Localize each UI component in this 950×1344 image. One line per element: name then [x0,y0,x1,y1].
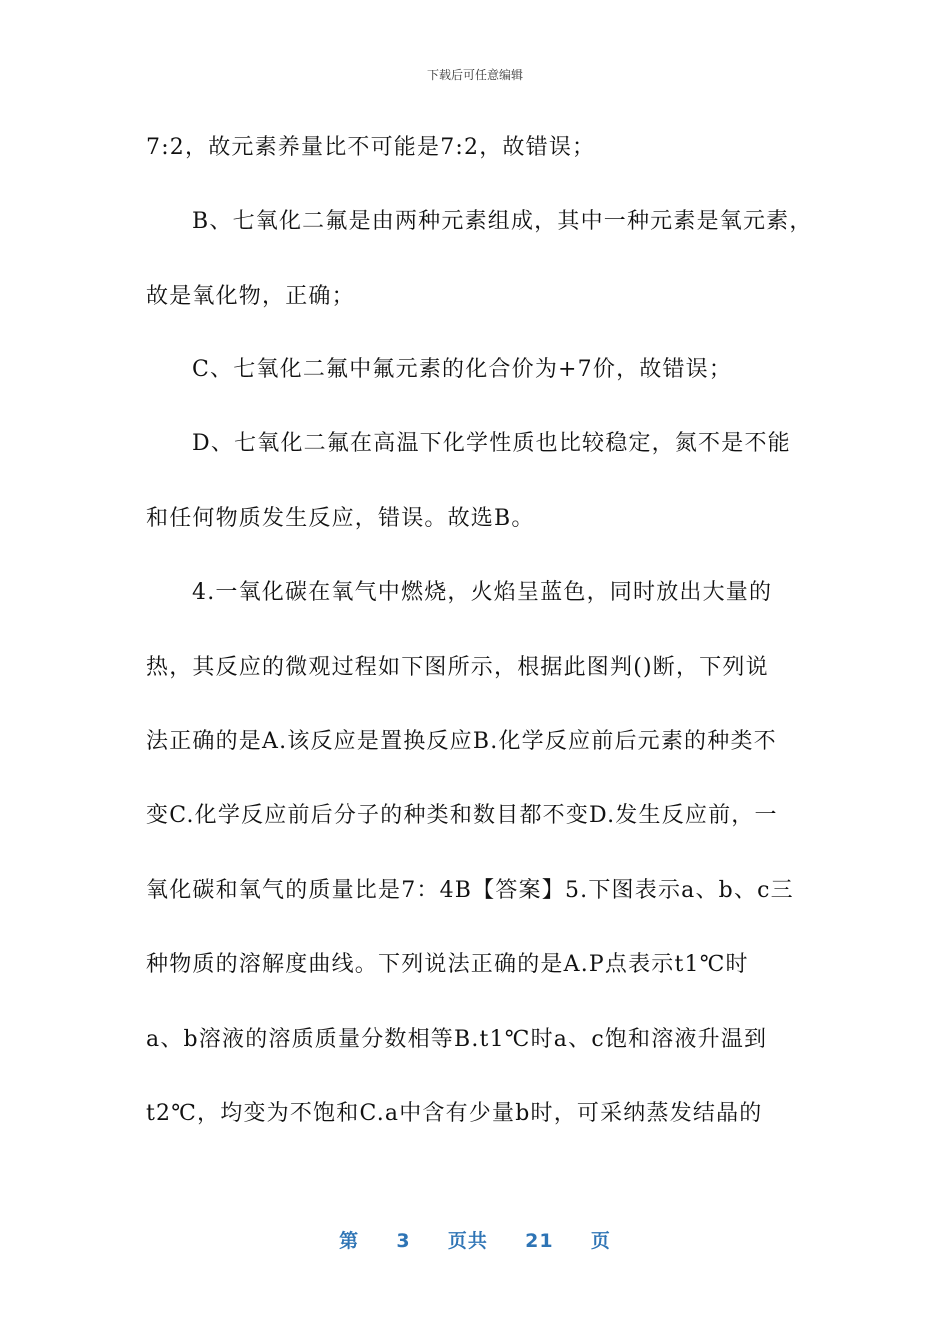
body-line-9: 法正确的是A.该反应是置换反应B.化学反应前后元素的种类不 [146,729,777,754]
body-line-2: B、七氧化二氟是由两种元素组成，其中一种元素是氧元素， [192,209,813,234]
body-line-13: a、b溶液的溶质质量分数相等B.t1℃时a、c饱和溶液升温到 [146,1027,768,1052]
body-line-12: 种物质的溶解度曲线。下列说法正确的是A.P点表示t1℃时 [146,952,749,977]
page-footer [0,1226,950,1253]
page-header: 下载后可任意编辑 [426,68,523,82]
body-line-4: C、七氧化二氟中氟元素的化合价为+7价，故错误； [192,357,733,382]
body-line-1: 7:2，故元素养量比不可能是7:2，故错误； [146,135,596,160]
body-line-14: t2℃，均变为不饱和C.a中含有少量b时，可采纳蒸发结晶的 [146,1101,763,1126]
footer-page-suffix: 页 [590,1230,611,1252]
body-line-6: 和任何物质发生反应，错误。故选B。 [146,506,535,531]
footer-page-mid: 页共 [447,1230,488,1252]
body-line-8: 热，其反应的微观过程如下图所示，根据此图判()断，下列说 [146,655,769,680]
body-line-10: 变C.化学反应前后分子的种类和数目都不变D.发生反应前，一 [146,803,778,828]
footer-page-prefix: 第 [339,1230,360,1252]
footer-total-pages: 21 [525,1230,554,1252]
body-line-11: 氧化碳和氧气的质量比是7：4B【答案】5.下图表示a、b、c三 [146,878,794,903]
body-line-3: 故是氧化物，正确； [146,284,355,309]
footer-current-page: 3 [396,1230,411,1252]
body-line-5: D、七氧化二氟在高温下化学性质也比较稳定，氮不是不能 [192,431,791,456]
body-line-7: 4.一氧化碳在氧气中燃烧，火焰呈蓝色，同时放出大量的 [192,580,773,605]
